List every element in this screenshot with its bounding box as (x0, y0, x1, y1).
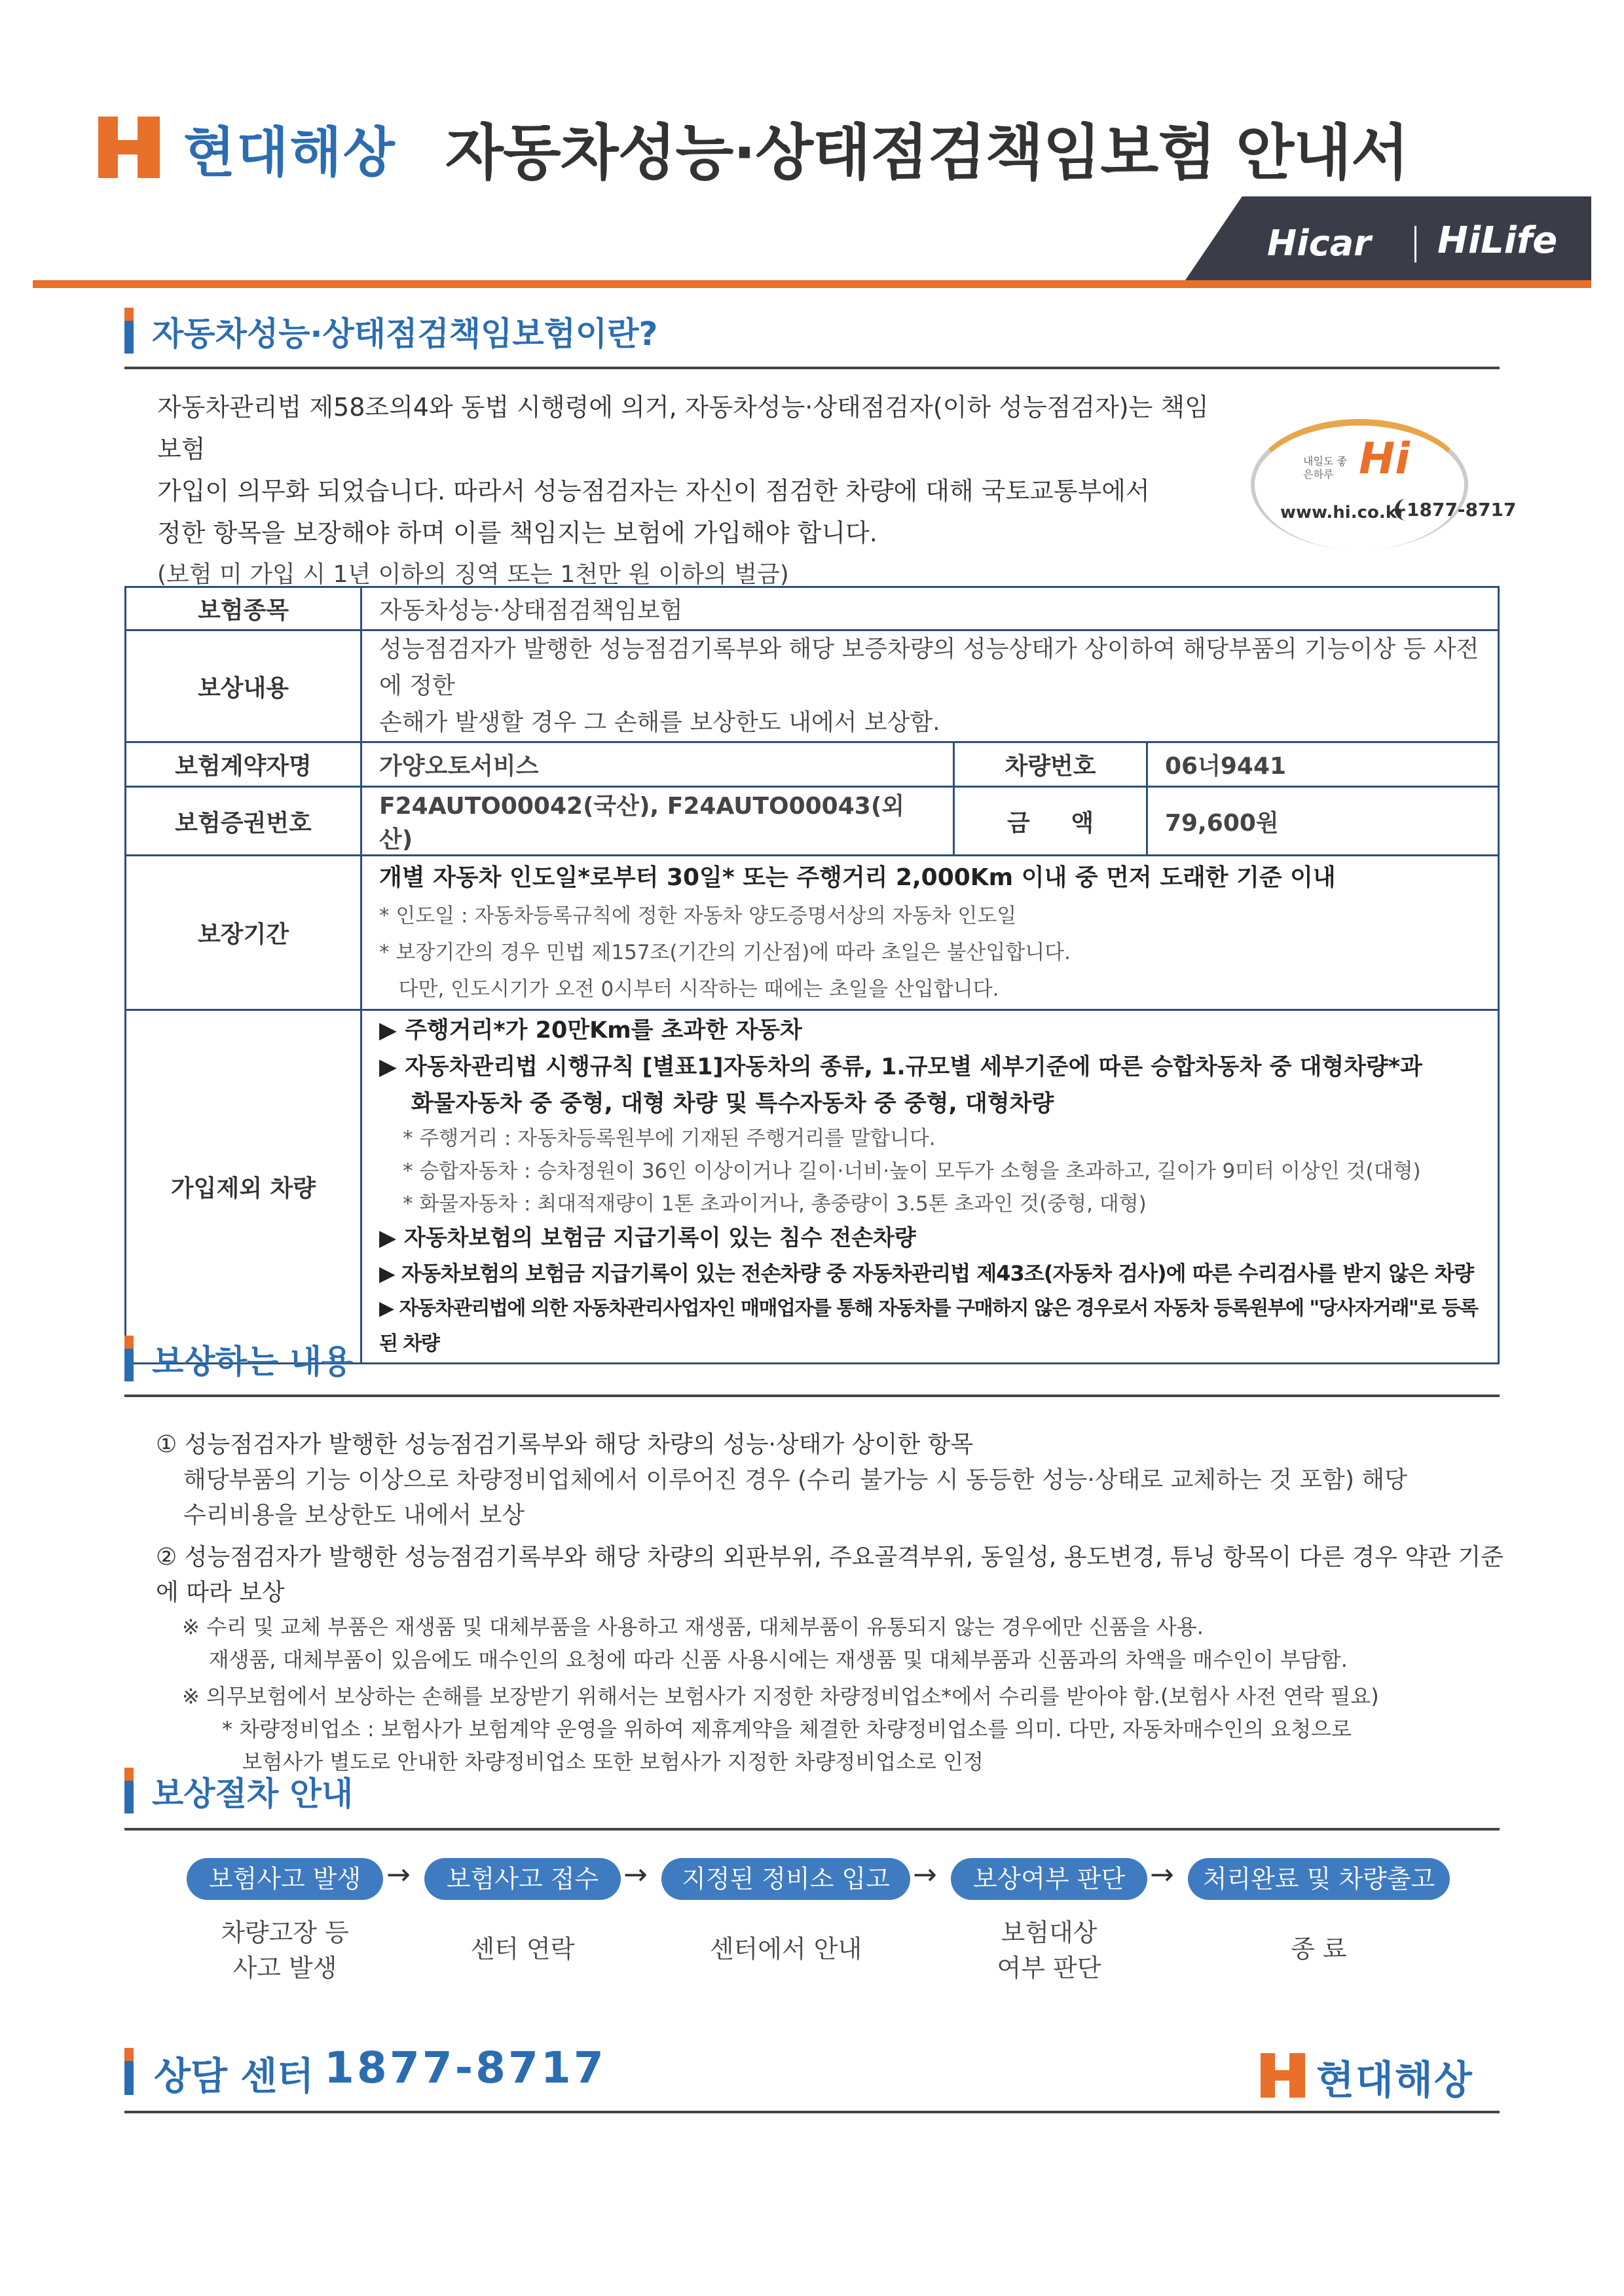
section-rule (124, 1394, 1500, 1397)
premium-amount: 79,600원 (1147, 787, 1499, 856)
table-value (361, 1010, 1499, 1364)
hyundai-logo-mark (1261, 2053, 1305, 2098)
exclusion-item: 화물자동차 중 중형, 대형 차량 및 특수자동차 중 중형, 대형차량 (379, 1090, 1054, 1117)
step-desc-line: 여부 판단 (997, 1954, 1101, 1982)
exclusion-note: * 승합자동차 : 승차정원이 36인 이상이거나 길이·너비·높이 모두가 소형을 초과하고, 길이가 9미터 이상인 것(대형) (403, 1159, 1421, 1183)
footer-rule (124, 2111, 1500, 2113)
footer-brand-name: 현대해상 (1316, 2058, 1473, 2104)
table-label: 보험계약자명 (126, 742, 361, 787)
arrow-right-icon: → (386, 1858, 411, 1891)
exclusion-item: ▶ 자동차보험의 보험금 지급기록이 있는 침수 전손차량 (379, 1224, 916, 1251)
process-step-garage: 지정된 정비소 입고 (661, 1858, 910, 1900)
call-center-label: 상담 센터 (154, 2054, 314, 2098)
comp-item-line: 수리비용을 보상한도 내에서 보상 (183, 1502, 525, 1529)
step-desc-line: 보험대상 (1001, 1918, 1098, 1947)
exclusion-note: * 주행거리 : 자동차등록원부에 기재된 주행거리를 말합니다. (403, 1126, 936, 1150)
intro-line: 자동차관리법 제58조의4와 동법 시행령에 의거, 자동차성능·상태점검자(이하 성능점검자)는 책임보험 (157, 393, 1209, 464)
table-row (126, 1010, 1499, 1364)
exclusion-item: ▶ 자동차관리법 시행규칙 [별표1]자동차의 종류, 1.규모별 세부기준에 따른 승합차동차 중 대형차량*과 (379, 1053, 1422, 1080)
table-label: 가입제외 차량 (126, 1010, 361, 1364)
table-row (126, 630, 1499, 742)
intro-text (157, 386, 1218, 596)
arrow-right-icon: → (913, 1858, 937, 1891)
document-title: 자동차성능·상태점검책임보험 안내서 (445, 118, 1409, 188)
period-main: 개별 자동차 인도일*로부터 30일* 또는 주행거리 2,000Km 이내 중 먼저 도래한 기준 이내 (379, 864, 1336, 891)
section-marker-orange (124, 308, 134, 321)
step-desc-line: 차량고장 등 (221, 1918, 349, 1947)
table-label: 보상내용 (126, 630, 361, 742)
policy-number: F24AUTO00042(국산), F24AUTO00043(외산) (361, 787, 954, 856)
process-step-judgement: 보상여부 판단 (951, 1858, 1147, 1900)
process-step-accident: 보험사고 발생 (187, 1858, 383, 1900)
hilife-logo: HiLife (1437, 219, 1558, 262)
section-marker (124, 1781, 134, 1813)
table-label: 보장기간 (126, 856, 361, 1010)
period-note: * 인도일 : 자동차등록규칙에 정한 자동차 양도증명서상의 자동차 인도일 (379, 903, 1017, 928)
period-note: 다만, 인도시기가 오전 0시부터 시작하는 때에는 초일을 산입합니다. (379, 977, 999, 1001)
section-title-process: 보상절차 안내 (152, 1775, 354, 1813)
table-row (126, 856, 1499, 1010)
table-value (361, 856, 1499, 1010)
step-desc-line: 센터 연락 (470, 1935, 575, 1963)
arrow-right-icon: → (623, 1858, 648, 1891)
table-value (361, 630, 1499, 742)
comp-item-title: ② 성능점검자가 발행한 성능점검기록부와 해당 차량의 외판부위, 주요골격부위, 동일성, 용도변경, 튜닝 항목이 다른 경우 약관 기준에 따라 보상 (156, 1544, 1504, 1606)
step-desc-line: 종 료 (1291, 1935, 1347, 1963)
section-marker (124, 2061, 134, 2095)
comp-note: 재생품, 대체부품이 있음에도 매수인의 요청에 따라 신품 사용시에는 재생품 및 대체부품과 신품과의 차액을 매수인이 부담함. (182, 1647, 1348, 1672)
intro-line: 가입이 의무화 되었습니다. 따라서 성능점검자는 자신이 점검한 차량에 대해 국토교통부에서 (157, 477, 1150, 505)
section-title-compensation: 보상하는 내용 (152, 1343, 354, 1381)
comp-item-title: ① 성능점검자가 발행한 성능점검기록부와 해당 차량의 성능·상태가 상이한 항목 (156, 1431, 974, 1458)
section-marker (124, 321, 134, 354)
section-marker-orange (124, 2048, 134, 2061)
header-rule (33, 280, 1591, 288)
section-marker (124, 1349, 134, 1381)
section-marker-orange (124, 1336, 134, 1349)
compensation-content (156, 1427, 1505, 1778)
table-label: 차량번호 (954, 742, 1147, 787)
table-label: 보험증권번호 (126, 787, 361, 856)
intro-line: 정한 항목을 보장해야 하며 이를 책임지는 보험에 가입해야 합니다. (157, 519, 877, 547)
table-row (126, 587, 1499, 630)
process-step-desc (1188, 1931, 1450, 1967)
exclusion-item: ▶ 주행거리*가 20만Km를 초과한 자동차 (379, 1017, 802, 1044)
exclusion-item: ▶ 자동차관리법에 의한 자동차관리사업자인 매매업자를 통해 자동차를 구매하지 않은 경우로서 자동차 등록원부에 "당사자거래"로 등록된 차량 (379, 1296, 1478, 1355)
process-step-desc (951, 1915, 1147, 1986)
period-note: * 보장기간의 경우 민법 제157조(기간의 기산점)에 따라 초일은 불산입합니다. (379, 940, 1071, 964)
process-step-complete: 처리완료 및 차량출고 (1188, 1858, 1450, 1900)
arrow-right-icon: → (1150, 1858, 1174, 1891)
process-step-desc (424, 1931, 621, 1967)
insurance-info-table (124, 586, 1500, 1364)
hi-logo-phone: 1877-8717 (1395, 499, 1516, 520)
intro-penalty-note: (보험 미 가입 시 1년 이하의 징역 또는 1천만 원 이하의 벌금) (157, 561, 789, 588)
call-center-phone: 1877-8717 (324, 2043, 606, 2093)
comp-note: ※ 수리 및 교체 부품은 재생품 및 대체부품을 사용하고 재생품, 대체부품이 유통되지 않는 경우에만 신품을 사용. (182, 1614, 1204, 1639)
step-desc-line: 센터에서 안내 (709, 1935, 862, 1963)
comp-note: ※ 의무보험에서 보상하는 손해를 보장받기 위해서는 보험사가 지정한 차량정비업소*에서 수리를 받아야 함.(보험사 사전 연락 필요) (182, 1684, 1379, 1709)
table-row (126, 787, 1499, 856)
step-desc-line: 사고 발생 (232, 1954, 337, 1982)
hi-logo-text: Hi (1359, 433, 1410, 484)
table-row (126, 742, 1499, 787)
table-label: 보험종목 (126, 587, 361, 630)
hi-logo-url: www.hi.co.kr (1280, 503, 1405, 522)
hyundai-logo-mark (98, 117, 160, 178)
section-marker-orange (124, 1768, 134, 1781)
banner-separator (1414, 226, 1416, 263)
section-title-what: 자동차성능·상태점검책임보험이란? (152, 315, 658, 353)
process-step-desc (187, 1915, 383, 1986)
coverage-line: 성능점검자가 발행한 성능점검기록부와 해당 보증차량의 성능상태가 상이하여 해당부품의 기능이상 등 사전에 정한 (379, 636, 1479, 699)
exclusion-note: * 화물자동차 : 최대적재량이 1톤 초과이거나, 총중량이 3.5톤 초과인 것(중형, 대형) (403, 1192, 1147, 1216)
table-value: 자동차성능·상태점검책임보험 (361, 587, 1499, 630)
hicar-logo: Hicar (1267, 223, 1371, 264)
brand-name: 현대해상 (183, 122, 396, 184)
process-step-report: 보험사고 접수 (424, 1858, 621, 1900)
comp-note: 보험사가 별도로 안내한 차량정비업소 또한 보험사가 지정한 차량정비업소로 인정 (182, 1749, 984, 1774)
contractor-name: 가양오토서비스 (361, 742, 954, 787)
comp-note: * 차량정비업소 : 보험사가 보험계약 운영을 위하여 제휴계약을 체결한 차량정비업소를 의미. 다만, 자동차매수인의 요청으로 (182, 1717, 1352, 1741)
table-label: 금 액 (954, 787, 1147, 856)
section-rule (124, 1828, 1500, 1831)
hi-logo-tagline: 내일도 좋은하루 (1303, 455, 1347, 481)
car-number: 06너9441 (1147, 742, 1499, 787)
coverage-line: 손해가 발생할 경우 그 손해를 보상한도 내에서 보상함. (379, 709, 940, 736)
process-step-desc (661, 1931, 910, 1967)
comp-item-line: 해당부품의 기능 이상으로 차량정비업체에서 이루어진 경우 (수리 불가능 시 동등한 성능·상태로 교체하는 것 포함) 해당 (183, 1467, 1407, 1493)
section-rule (124, 367, 1500, 369)
exclusion-item: ▶ 자동차보험의 보험금 지급기록이 있는 전손차량 중 자동차관리법 제43조(자동차 검사)에 따른 수리검사를 받지 않은 차량 (379, 1260, 1474, 1286)
